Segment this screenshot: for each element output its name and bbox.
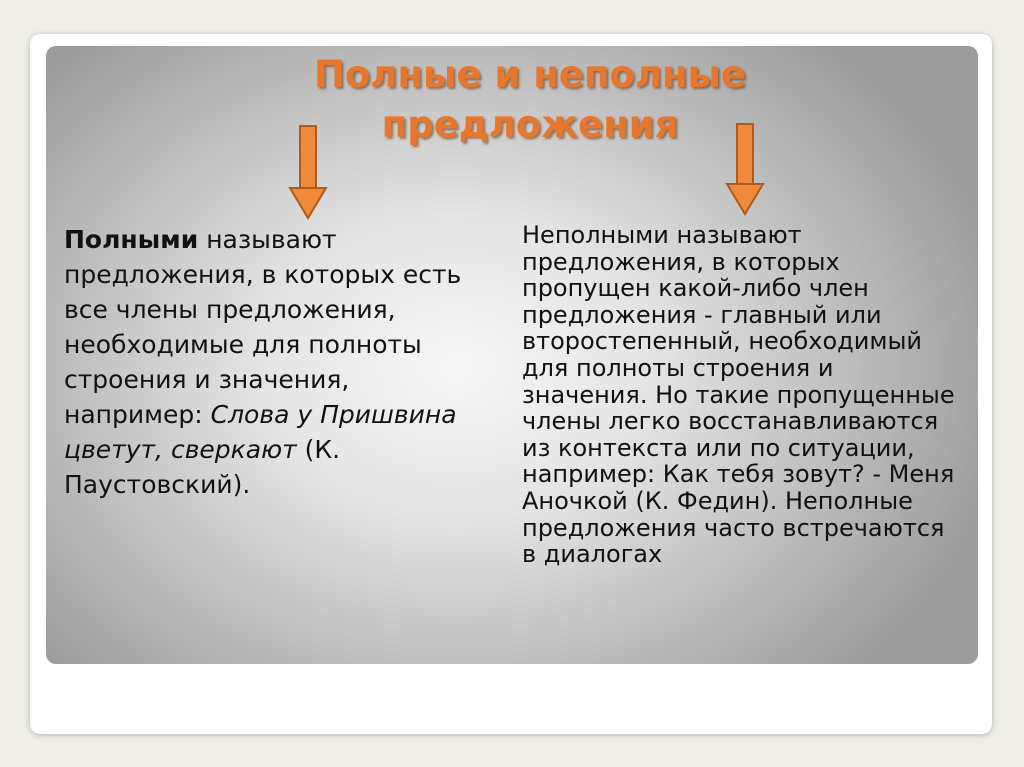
title-line-1: Полные и неполные: [313, 53, 747, 96]
arrow-down-icon: [288, 124, 328, 222]
example-text: Слова у Пришвина цветут, сверкают: [64, 400, 457, 464]
title-line-2: предложения: [381, 103, 679, 146]
arrow-down-icon: [725, 122, 765, 218]
incomplete-sentences-definition: Неполными называют предложения, в которых пропущен какой-либо член предложения - главный или второстепенный, необходимый для полноты строения и значения. Но такие пропущенные члены легко восстанавливаются из контекста или по ситуации, например: Как тебя зовут? - Меня Аночкой (К. Федин). Неполные предложения часто встречаются в диалогах: [522, 221, 955, 569]
definition-text: называют предложения, в которых есть все члены предложения, необходимые для полноты строения и значения, например:: [64, 225, 462, 429]
term-complete: Полными: [64, 225, 199, 254]
example-source: (К. Паустовский).: [64, 435, 341, 499]
complete-sentences-definition: [64, 222, 484, 502]
